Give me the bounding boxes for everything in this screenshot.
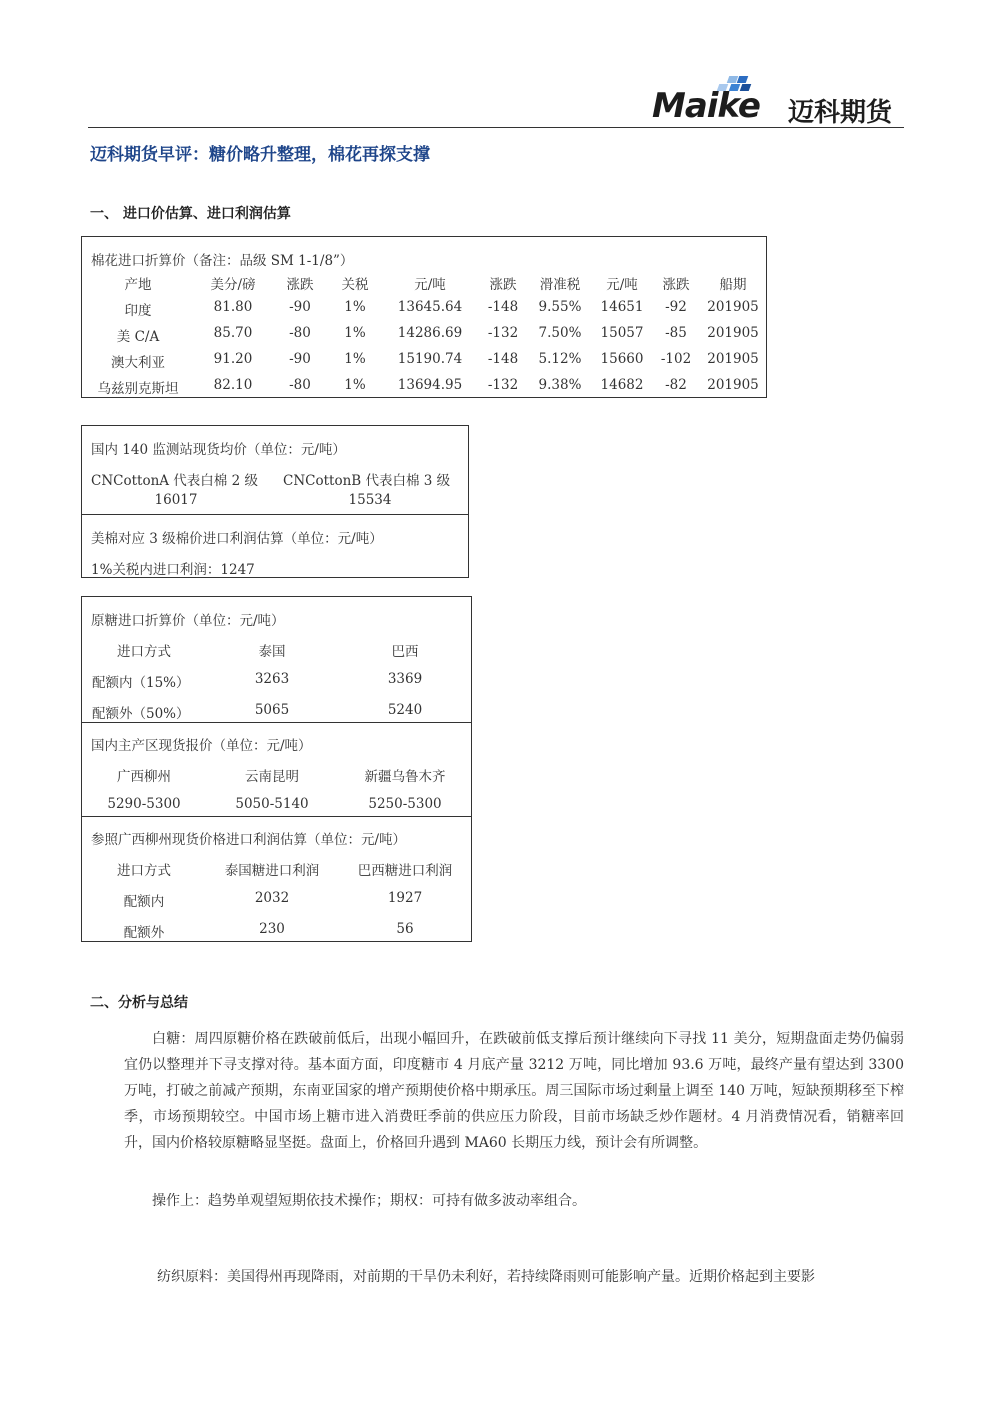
table-header: 涨跌 xyxy=(489,277,517,293)
table-divider xyxy=(82,816,471,817)
table-cell: -90 xyxy=(289,299,311,315)
table-cell: 5250-5300 xyxy=(368,796,442,812)
table-cell: 配额内 xyxy=(123,894,165,910)
table-cell: 1% xyxy=(344,299,366,315)
table-cell: -132 xyxy=(487,325,519,341)
table-cell: 1% xyxy=(344,351,366,367)
table-cell: -82 xyxy=(665,377,687,393)
table-cell: 85.70 xyxy=(213,325,253,341)
sugar-analysis xyxy=(124,1026,904,1156)
table-cell: -90 xyxy=(289,351,311,367)
cncotton-a-value: 16017 xyxy=(154,492,198,508)
cotton-profit-caption: 美棉对应 3 级棉价进口利润估算（单位：元/吨） xyxy=(91,531,383,547)
table-cell: -80 xyxy=(289,377,311,393)
table-header: 巴西糖进口利润 xyxy=(357,863,453,879)
table-cell: -92 xyxy=(665,299,687,315)
table-cell: 201905 xyxy=(707,325,759,341)
maike-logo xyxy=(652,72,904,128)
cncotton-b-value: 15534 xyxy=(348,492,392,508)
table-cell: 美 C/A xyxy=(116,329,160,345)
section-2-heading: 二、分析与总结 xyxy=(90,995,188,1011)
table-cell: 5290-5300 xyxy=(107,796,181,812)
table-header: 进口方式 xyxy=(117,644,171,660)
section-1-heading: 一、 进口价估算、进口利润估算 xyxy=(90,206,291,222)
table-header: 船期 xyxy=(719,277,747,293)
table-header: 巴西 xyxy=(391,644,419,660)
table-cell: 91.20 xyxy=(213,351,253,367)
table-cell: 澳大利亚 xyxy=(111,355,165,371)
cotton-profit-value: 1%关税内进口利润：1247 xyxy=(91,562,255,578)
sugar-profit-caption: 参照广西柳州现货价格进口利润估算（单位：元/吨） xyxy=(91,832,407,848)
table-divider xyxy=(82,514,468,515)
table-header: 涨跌 xyxy=(662,277,690,293)
table-cell: 13645.64 xyxy=(397,299,463,315)
table-cell: 3263 xyxy=(254,671,290,687)
sugar-analysis-paragraph: 白糖：周四原糖价格在跌破前低后，出现小幅回升，在跌破前低支撑后预计继续向下寻找 11 美分，短期盘面走势仍偏弱宜仍以整理并下寻支撑对待。基本面方面，印度糖市 4 月底产量 3212 万吨，同比增加 93.6 万吨，最终产量有望达到 3300 万吨，打破之前减产预期，东南亚国家的增产预期使价格中期承压。周三国际市场过剩量上调至 140 万吨，短缺预期移至下榨季，市场预期较空。中国市场上糖市进入消费旺季前的供应压力阶段，目前市场缺乏炒作题材。4 月消费情况看，销糖率回升，国内价格较原糖略显坚挺。盘面上，价格回升遇到 MA60 长期压力线，预计会有所调整。 xyxy=(124,1031,904,1151)
table-cell: 9.55% xyxy=(538,299,582,315)
table-cell: 3369 xyxy=(387,671,423,687)
table-cell: 7.50% xyxy=(538,325,582,341)
table-cell: -102 xyxy=(660,351,692,367)
table-cell: 13694.95 xyxy=(397,377,463,393)
table-header: 云南昆明 xyxy=(245,769,299,785)
sugar-import-table xyxy=(81,596,472,942)
table-header: 美分/磅 xyxy=(210,277,256,293)
textile-analysis-line: 纺织原料：美国得州再现降雨，对前期的干旱仍未利好，若持续降雨则可能影响产量。近期价格起到主要影 xyxy=(157,1269,815,1285)
table-header: 新疆乌鲁木齐 xyxy=(364,769,446,785)
domestic-cotton-table xyxy=(81,425,469,578)
table-cell: 5065 xyxy=(254,702,290,718)
table-cell: -80 xyxy=(289,325,311,341)
table-cell: 15660 xyxy=(600,351,644,367)
table-header: 元/吨 xyxy=(414,277,446,293)
header-divider xyxy=(88,127,904,128)
table-header: 产地 xyxy=(124,277,152,293)
table-cell: -85 xyxy=(665,325,687,341)
table-cell: 9.38% xyxy=(538,377,582,393)
sugar-import-caption: 原糖进口折算价（单位：元/吨） xyxy=(91,613,285,629)
logo-wordmark: Maike xyxy=(652,86,760,126)
table-header: 广西柳州 xyxy=(117,769,171,785)
table-header: 关税 xyxy=(341,277,369,293)
cncotton-b-label: CNCottonB 代表白棉 3 级 xyxy=(283,473,451,489)
table-cell: 230 xyxy=(259,921,285,937)
table-cell: 5.12% xyxy=(538,351,582,367)
table-cell: 1927 xyxy=(387,890,423,906)
table-cell: 乌兹别克斯坦 xyxy=(97,381,179,397)
table-cell: 14651 xyxy=(600,299,644,315)
table-header: 泰国糖进口利润 xyxy=(224,863,320,879)
domestic-cotton-caption: 国内 140 监测站现货均价（单位：元/吨） xyxy=(91,442,346,458)
table-cell: 5050-5140 xyxy=(235,796,309,812)
table-cell: 201905 xyxy=(707,377,759,393)
table-cell: 配额外 xyxy=(123,925,165,941)
table-cell: 81.80 xyxy=(213,299,253,315)
table-cell: -132 xyxy=(487,377,519,393)
table-cell: 201905 xyxy=(707,351,759,367)
table-cell: 1% xyxy=(344,325,366,341)
table-cell: 1% xyxy=(344,377,366,393)
table-cell: 5240 xyxy=(387,702,423,718)
table-cell: 15057 xyxy=(600,325,644,341)
table-header: 进口方式 xyxy=(117,863,171,879)
table-cell: -148 xyxy=(487,351,519,367)
sugar-spot-caption: 国内主产区现货报价（单位：元/吨） xyxy=(91,738,312,754)
table-header: 涨跌 xyxy=(286,277,314,293)
table-cell: -148 xyxy=(487,299,519,315)
sugar-operation-advice: 操作上：趋势单观望短期依技术操作；期权：可持有做多波动率组合。 xyxy=(152,1193,586,1209)
table-header: 泰国 xyxy=(258,644,286,660)
cotton-import-caption: 棉花进口折算价（备注：品级 SM 1-1/8”） xyxy=(91,253,354,269)
table-cell: 82.10 xyxy=(213,377,253,393)
table-cell: 2032 xyxy=(254,890,290,906)
table-cell: 56 xyxy=(396,921,414,937)
table-cell: 印度 xyxy=(124,303,152,319)
logo-company-name: 迈科期货 xyxy=(788,98,893,128)
report-title: 迈科期货早评：糖价略升整理，棉花再探支撑 xyxy=(90,145,430,165)
cotton-import-table xyxy=(81,236,767,398)
table-cell: 201905 xyxy=(707,299,759,315)
table-cell: 配额内（15%） xyxy=(92,675,190,691)
table-cell: 配额外（50%） xyxy=(92,706,190,722)
cncotton-a-label: CNCottonA 代表白棉 2 级 xyxy=(91,473,258,489)
table-cell: 14682 xyxy=(600,377,644,393)
table-header: 滑准税 xyxy=(539,277,581,293)
table-cell: 15190.74 xyxy=(397,351,463,367)
table-header: 元/吨 xyxy=(606,277,638,293)
table-divider xyxy=(82,722,471,723)
table-cell: 14286.69 xyxy=(397,325,463,341)
